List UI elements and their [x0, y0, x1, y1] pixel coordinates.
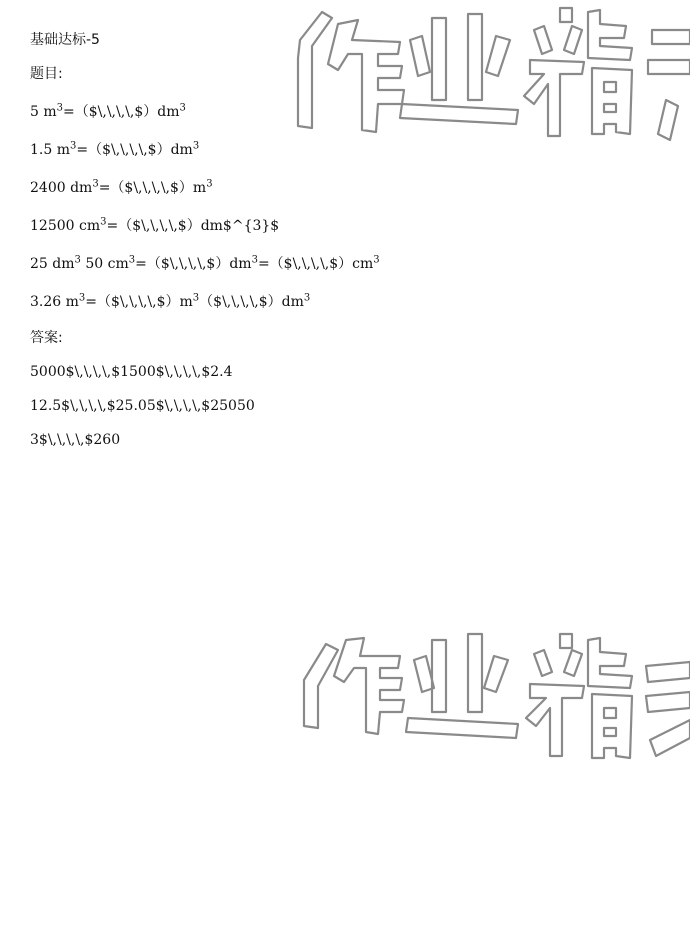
answer-3: 3$\,\,\,\,$260 [30, 432, 121, 448]
question-3: 2400 $dm^3=(\$\backslash,\backslash,\backslash,\backslash,\$)m^3$ [30, 178, 213, 196]
document-body [30, 30, 670, 450]
question-5: 25 $dm^3$ 50 $cm^3=(\$\backslash,\backslash,\backslash,\backslash,\$)dm^3=(\$\backslash,\backslash,\backslash,\backslash,\$)cm^3$ [30, 254, 380, 272]
doc-title: 基础达标-5 [30, 32, 100, 48]
answer-2: 12.5$\,\,\,\,$25.05$\,\,\,\,$25050 [30, 398, 255, 414]
question-2: 1.5 $m^3=(\$\backslash,\backslash,\backslash,\backslash,\$)dm^3$ [30, 140, 200, 158]
question-heading: 题目: [30, 66, 63, 82]
question-4: 12500 $cm^3=(\$\backslash,\backslash,\backslash,\backslash,\$)dm\$\^{}\{3\}\$$ [30, 216, 280, 234]
answer-heading: 答案: [30, 330, 63, 346]
answer-1: 5000$\,\,\,\,$1500$\,\,\,\,$2.4 [30, 364, 233, 380]
question-6: 3.26 $m^3=(\$\backslash,\backslash,\backslash,\backslash,\$)m^3(\$\backslash,\backslash,\backslash,\backslash,\$)dm^3$ [30, 292, 311, 310]
watermark-logo-bottom [290, 600, 690, 770]
question-1: 5 $m^3=(\$\backslash,\backslash,\backslash,\backslash,\$)dm^3$ [30, 102, 186, 120]
